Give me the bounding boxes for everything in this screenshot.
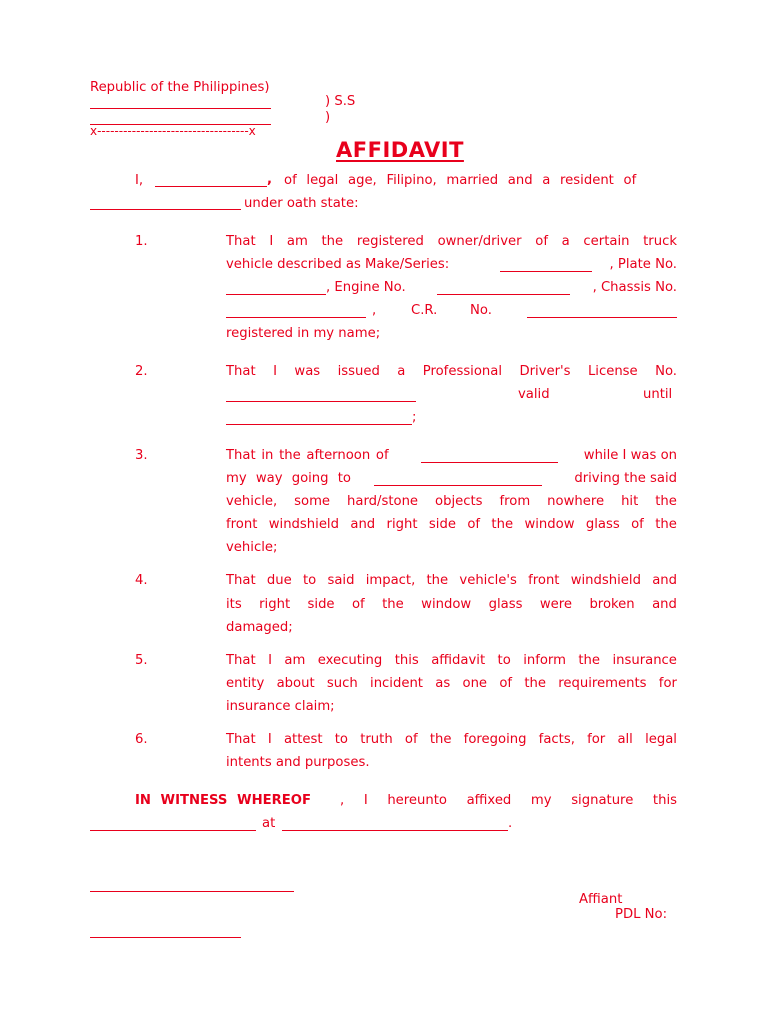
word: nowhere	[547, 494, 605, 509]
affiant-label: Affiant	[579, 892, 623, 907]
word: due	[266, 573, 292, 588]
pdl-label: PDL No:	[615, 907, 668, 922]
affiant-name-blank	[155, 186, 267, 187]
word: was	[294, 364, 321, 379]
item-1-plate-label: , Plate No.	[609, 257, 677, 272]
ss-label: ) S.S	[325, 94, 356, 109]
word: No.	[655, 364, 677, 379]
item-1-chassis-label: , Chassis No.	[592, 280, 677, 295]
afternoon-date-blank	[421, 462, 558, 463]
word: inform	[523, 653, 566, 668]
province-blank-line	[90, 108, 271, 109]
header-separator: x-----------------------------------x	[90, 124, 256, 138]
word: impact,	[365, 573, 416, 588]
item-4-line-1	[226, 573, 677, 588]
word: affidavit	[431, 653, 486, 668]
item-1-make-label: vehicle described as Make/Series:	[226, 257, 450, 272]
word: to	[334, 732, 348, 747]
word: all	[617, 732, 633, 747]
witness-line-1	[340, 793, 677, 808]
witness-date-blank	[90, 830, 256, 831]
word: a	[561, 234, 570, 249]
destination-blank	[374, 485, 542, 486]
word: of	[535, 234, 548, 249]
intro-i: I,	[135, 173, 144, 188]
word: issued	[337, 364, 380, 379]
word: of	[631, 517, 644, 532]
item-6-number: 6.	[135, 732, 148, 747]
witness-at: at	[262, 816, 276, 831]
word: vehicle,	[226, 494, 278, 509]
word: to	[497, 653, 511, 668]
item-2-number: 2.	[135, 364, 148, 379]
make-series-blank	[500, 271, 592, 272]
item-1-comma: ,	[372, 303, 377, 318]
item-1-engine-label: , Engine No.	[326, 280, 406, 295]
document-title: AFFIDAVIT	[336, 138, 464, 162]
word: hard/stone	[347, 494, 419, 509]
item-2-valid: valid	[518, 387, 550, 402]
item-2-until: until	[643, 387, 673, 402]
item-3-line-2b: driving the said	[574, 471, 677, 486]
item-5-line-2	[226, 676, 677, 691]
word: front	[226, 517, 258, 532]
word: affixed	[466, 793, 512, 808]
intro-text-1: of legal age, Filipino, married and a resident of	[284, 173, 637, 188]
word: one	[462, 676, 488, 691]
word: incident	[370, 676, 423, 691]
item-3-line-1b: while I was on	[583, 448, 677, 463]
license-no-blank	[226, 401, 416, 402]
word: I	[268, 653, 272, 668]
word: about	[276, 676, 315, 691]
word: certain	[583, 234, 630, 249]
word: and	[350, 517, 376, 532]
word: the	[655, 494, 677, 509]
word: right	[386, 517, 418, 532]
word: of	[351, 597, 365, 612]
word: the	[429, 732, 452, 747]
witness-period: .	[508, 816, 513, 831]
word: truck	[643, 234, 677, 249]
word: the	[655, 517, 677, 532]
item-2-semicolon: ;	[412, 410, 417, 425]
word: window	[421, 597, 472, 612]
word: objects	[435, 494, 483, 509]
word: facts,	[538, 732, 575, 747]
republic-label: Republic of the Philippines)	[90, 80, 270, 95]
word: my	[530, 793, 552, 808]
signature-line	[90, 891, 294, 892]
word: glass	[488, 597, 523, 612]
word: the	[426, 573, 449, 588]
item-3-line-1a: That in the afternoon of	[226, 448, 389, 463]
word: for	[658, 676, 677, 691]
word: and	[652, 597, 677, 612]
word: foregoing	[463, 732, 527, 747]
word: That	[226, 364, 256, 379]
word: this	[394, 653, 419, 668]
item-3-line-5: vehicle;	[226, 540, 278, 555]
item-1-cr-label: C.R.	[411, 303, 438, 318]
word: of	[404, 732, 418, 747]
witness-bold: IN WITNESS WHEREOF	[135, 793, 311, 808]
item-5-number: 5.	[135, 653, 148, 668]
item-3-number: 3.	[135, 448, 148, 463]
word: the	[491, 517, 514, 532]
word: That	[226, 573, 256, 588]
item-2-line-1	[226, 364, 677, 379]
word: ,	[340, 793, 345, 808]
word: I	[269, 234, 274, 249]
word: window	[524, 517, 575, 532]
word: of	[467, 517, 481, 532]
word: a	[397, 364, 406, 379]
word: the	[578, 653, 601, 668]
word: That	[226, 732, 256, 747]
ss-paren: )	[325, 110, 331, 125]
word: and	[652, 573, 677, 588]
word: of	[499, 676, 513, 691]
word: attest	[283, 732, 323, 747]
word: were	[539, 597, 573, 612]
word: License	[587, 364, 638, 379]
word: broken	[589, 597, 635, 612]
word: hit	[621, 494, 639, 509]
item-4-line-3: damaged;	[226, 620, 293, 635]
item-6-line-2: intents and purposes.	[226, 755, 370, 770]
word: said	[327, 573, 355, 588]
item-1-line-1	[226, 234, 677, 249]
item-6-line-1	[226, 732, 677, 747]
word: some	[294, 494, 331, 509]
word: hereunto	[387, 793, 447, 808]
word: Driver's	[519, 364, 571, 379]
word: entity	[226, 676, 265, 691]
word: signature	[571, 793, 634, 808]
item-3-line-4	[226, 517, 677, 532]
word: the	[382, 597, 404, 612]
word: Professional	[422, 364, 503, 379]
witness-place-blank	[282, 830, 508, 831]
word: the	[524, 676, 546, 691]
plate-no-blank	[226, 294, 326, 295]
intro-line-1	[284, 173, 677, 188]
word: glass	[585, 517, 620, 532]
word: I	[363, 793, 368, 808]
word: That	[226, 653, 256, 668]
intro-text-2: under oath state:	[244, 196, 359, 211]
item-1-number: 1.	[135, 234, 148, 249]
word: for	[587, 732, 606, 747]
item-5-line-3: insurance claim;	[226, 699, 335, 714]
word: right	[259, 597, 291, 612]
word: requirements	[558, 676, 647, 691]
word: side	[428, 517, 456, 532]
item-4-line-2	[226, 597, 677, 612]
item-1-line-5: registered in my name;	[226, 326, 381, 341]
word: vehicle's	[459, 573, 517, 588]
pdl-blank-line	[90, 937, 241, 938]
word: its	[226, 597, 242, 612]
item-5-line-1	[226, 653, 677, 668]
word: I	[267, 732, 272, 747]
item-1-no-label: No.	[470, 303, 492, 318]
word: legal	[645, 732, 677, 747]
word: side	[307, 597, 335, 612]
item-3-line-3	[226, 494, 677, 509]
chassis-no-blank	[226, 317, 366, 318]
word: to	[302, 573, 317, 588]
cr-no-blank	[527, 317, 677, 318]
word: such	[326, 676, 358, 691]
valid-until-blank	[226, 424, 412, 425]
item-3-line-2a: my way going to	[226, 471, 351, 486]
word: windshield	[268, 517, 339, 532]
word: am	[284, 653, 306, 668]
item-4-number: 4.	[135, 573, 148, 588]
word: as	[435, 676, 451, 691]
word: owner/driver	[437, 234, 522, 249]
word: insurance	[612, 653, 677, 668]
word: I	[273, 364, 277, 379]
word: front	[528, 573, 560, 588]
word: this	[652, 793, 677, 808]
word: truth	[360, 732, 393, 747]
word: windshield	[570, 573, 641, 588]
word: registered	[356, 234, 424, 249]
word: am	[286, 234, 308, 249]
engine-no-blank	[437, 294, 570, 295]
intro-comma: ,	[267, 172, 273, 187]
word: executing	[317, 653, 383, 668]
word: That	[226, 234, 256, 249]
word: from	[499, 494, 531, 509]
residence-blank	[90, 209, 241, 210]
word: the	[321, 234, 344, 249]
